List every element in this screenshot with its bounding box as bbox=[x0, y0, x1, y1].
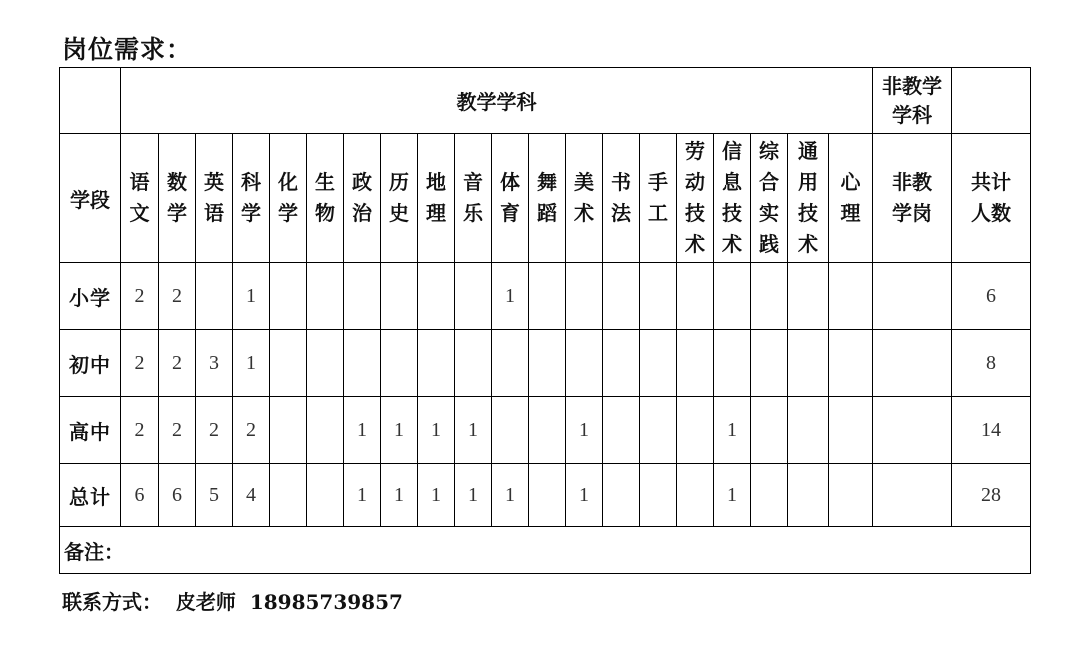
table-cell: 4 bbox=[233, 464, 270, 527]
table-cell bbox=[751, 263, 788, 330]
table-cell bbox=[677, 397, 714, 464]
subject-header: 数 学 bbox=[159, 134, 196, 263]
subject-header: 历 史 bbox=[381, 134, 418, 263]
table-cell bbox=[640, 464, 677, 527]
table-cell bbox=[714, 263, 751, 330]
row-total: 6 bbox=[952, 263, 1031, 330]
table-row bbox=[60, 397, 1031, 464]
table-cell bbox=[829, 330, 873, 397]
table-cell: 5 bbox=[196, 464, 233, 527]
subject-header: 综 合 实 践 bbox=[751, 134, 788, 263]
table-cell: 1 bbox=[566, 464, 603, 527]
table-cell bbox=[788, 263, 829, 330]
table-cell bbox=[455, 263, 492, 330]
table-cell bbox=[566, 330, 603, 397]
table-cell: 1 bbox=[344, 397, 381, 464]
table-cell bbox=[307, 397, 344, 464]
table-cell bbox=[714, 330, 751, 397]
table-cell: 1 bbox=[455, 397, 492, 464]
table-cell bbox=[788, 397, 829, 464]
subject-header: 通 用 技 术 bbox=[788, 134, 829, 263]
table-cell bbox=[829, 263, 873, 330]
table-cell bbox=[603, 263, 640, 330]
table-cell bbox=[529, 263, 566, 330]
page-title: 岗位需求： bbox=[62, 35, 193, 64]
table-cell: 1 bbox=[381, 464, 418, 527]
table-cell: 6 bbox=[159, 464, 196, 527]
nonteaching-subjects-header: 非教学 学科 bbox=[873, 68, 952, 134]
position-demand-table bbox=[59, 67, 1031, 574]
empty-header-cell bbox=[952, 68, 1031, 134]
table-cell bbox=[640, 330, 677, 397]
subject-header: 体 育 bbox=[492, 134, 529, 263]
subject-header: 化 学 bbox=[270, 134, 307, 263]
table-cell: 1 bbox=[233, 330, 270, 397]
table-cell bbox=[677, 330, 714, 397]
table-cell bbox=[873, 397, 952, 464]
subject-header: 心 理 bbox=[829, 134, 873, 263]
table-cell bbox=[677, 464, 714, 527]
row-total: 14 bbox=[952, 397, 1031, 464]
table-cell bbox=[270, 464, 307, 527]
subject-header: 书 法 bbox=[603, 134, 640, 263]
table-cell: 3 bbox=[196, 330, 233, 397]
table-cell bbox=[603, 397, 640, 464]
teaching-subjects-header: 教学学科 bbox=[121, 68, 873, 134]
table-cell: 1 bbox=[455, 464, 492, 527]
table-cell bbox=[196, 263, 233, 330]
row-label: 初中 bbox=[60, 330, 121, 397]
subject-header: 信 息 技 术 bbox=[714, 134, 751, 263]
row-label: 小学 bbox=[60, 263, 121, 330]
subject-header: 地 理 bbox=[418, 134, 455, 263]
table-cell bbox=[829, 464, 873, 527]
table-cell: 1 bbox=[492, 263, 529, 330]
table-cell bbox=[640, 263, 677, 330]
table-cell: 2 bbox=[159, 330, 196, 397]
table-cell bbox=[603, 464, 640, 527]
table-cell bbox=[270, 397, 307, 464]
table-cell: 2 bbox=[121, 330, 159, 397]
row-total: 8 bbox=[952, 330, 1031, 397]
subject-header: 英 语 bbox=[196, 134, 233, 263]
corner-cell bbox=[60, 68, 121, 134]
table-cell: 1 bbox=[344, 464, 381, 527]
table-cell: 2 bbox=[159, 397, 196, 464]
table-cell bbox=[751, 464, 788, 527]
table-cell: 2 bbox=[196, 397, 233, 464]
table-cell bbox=[455, 330, 492, 397]
subject-header: 生 物 bbox=[307, 134, 344, 263]
table-cell bbox=[873, 330, 952, 397]
table-cell: 1 bbox=[418, 397, 455, 464]
table-cell: 1 bbox=[714, 464, 751, 527]
table-cell bbox=[829, 397, 873, 464]
subject-header: 劳 动 技 术 bbox=[677, 134, 714, 263]
subject-header: 语 文 bbox=[121, 134, 159, 263]
table-cell bbox=[381, 330, 418, 397]
table-cell bbox=[418, 330, 455, 397]
segment-header: 学段 bbox=[60, 134, 121, 263]
row-label: 高中 bbox=[60, 397, 121, 464]
table-cell bbox=[492, 397, 529, 464]
table-cell: 1 bbox=[714, 397, 751, 464]
table-cell bbox=[677, 263, 714, 330]
row-total: 28 bbox=[952, 464, 1031, 527]
table-cell bbox=[344, 263, 381, 330]
table-row bbox=[60, 464, 1031, 527]
table-cell bbox=[788, 464, 829, 527]
table-cell: 2 bbox=[121, 263, 159, 330]
table-cell bbox=[307, 263, 344, 330]
table-cell: 1 bbox=[492, 464, 529, 527]
table-cell bbox=[751, 330, 788, 397]
subject-header: 美 术 bbox=[566, 134, 603, 263]
subject-header: 科 学 bbox=[233, 134, 270, 263]
total-header: 共计 人数 bbox=[952, 134, 1031, 263]
table-cell bbox=[529, 464, 566, 527]
table-cell bbox=[529, 397, 566, 464]
table-cell bbox=[492, 330, 529, 397]
table-cell: 1 bbox=[418, 464, 455, 527]
contact-info: 联系方式： 皮老师 18985739857 bbox=[62, 590, 403, 614]
table-cell bbox=[307, 464, 344, 527]
table-cell: 2 bbox=[233, 397, 270, 464]
table-cell bbox=[307, 330, 344, 397]
table-row bbox=[60, 330, 1031, 397]
table-cell bbox=[640, 397, 677, 464]
table-cell: 1 bbox=[566, 397, 603, 464]
table-cell bbox=[603, 330, 640, 397]
subject-header: 音 乐 bbox=[455, 134, 492, 263]
table-cell bbox=[529, 330, 566, 397]
nonteaching-post-header: 非教 学岗 bbox=[873, 134, 952, 263]
table-cell: 2 bbox=[159, 263, 196, 330]
table-cell bbox=[418, 263, 455, 330]
note-label: 备注： bbox=[60, 527, 1031, 574]
table-cell bbox=[270, 263, 307, 330]
table-cell: 6 bbox=[121, 464, 159, 527]
table-cell bbox=[873, 263, 952, 330]
table-row bbox=[60, 263, 1031, 330]
table-cell bbox=[751, 397, 788, 464]
table-cell bbox=[344, 330, 381, 397]
row-label: 总计 bbox=[60, 464, 121, 527]
subject-header: 政 治 bbox=[344, 134, 381, 263]
table-cell bbox=[381, 263, 418, 330]
table-cell: 1 bbox=[233, 263, 270, 330]
table-cell bbox=[788, 330, 829, 397]
table-cell: 1 bbox=[381, 397, 418, 464]
table-cell bbox=[873, 464, 952, 527]
table-cell bbox=[566, 263, 603, 330]
subject-header: 舞 蹈 bbox=[529, 134, 566, 263]
table-cell: 2 bbox=[121, 397, 159, 464]
subject-header: 手 工 bbox=[640, 134, 677, 263]
table-cell bbox=[270, 330, 307, 397]
